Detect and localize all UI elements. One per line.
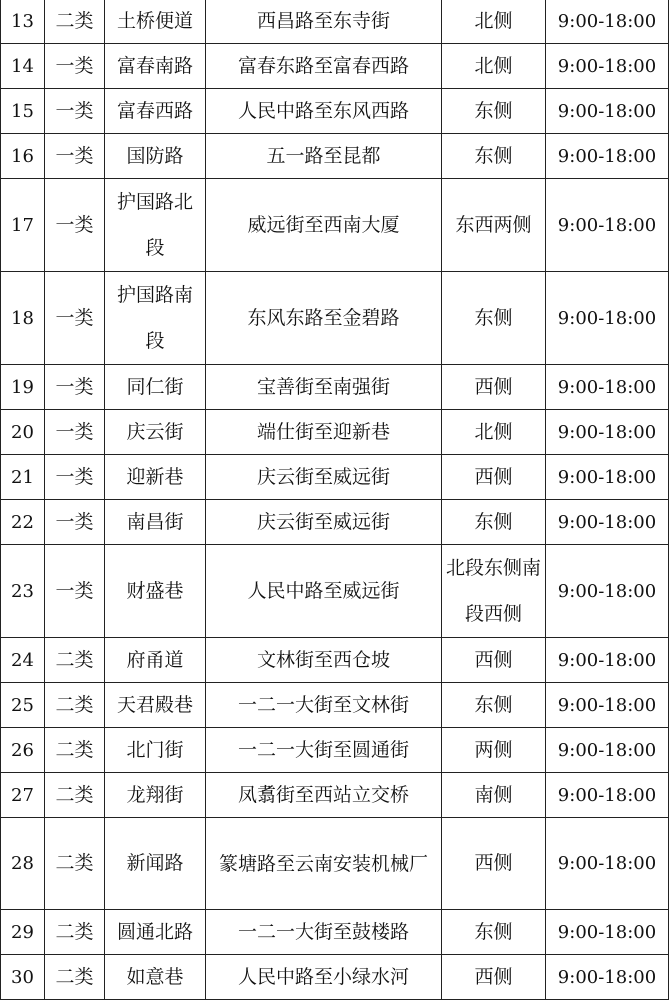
road-class: 一类 [45, 455, 105, 500]
road-name: 富春西路 [105, 89, 206, 134]
time-range: 9:00-18:00 [546, 910, 669, 955]
time-range: 9:00-18:00 [546, 410, 669, 455]
road-name: 国防路 [105, 134, 206, 179]
time-range: 9:00-18:00 [546, 728, 669, 773]
road-name: 龙翔街 [105, 773, 206, 818]
road-section: 一二一大街至文林街 [206, 683, 442, 728]
road-section: 五一路至昆都 [206, 134, 442, 179]
time-range: 9:00-18:00 [546, 179, 669, 272]
road-class: 一类 [45, 134, 105, 179]
road-class: 一类 [45, 500, 105, 545]
road-section: 威远街至西南大厦 [206, 179, 442, 272]
table-row [1, 638, 669, 683]
row-number: 14 [1, 44, 45, 89]
row-number: 17 [1, 179, 45, 272]
road-name: 富春南路 [105, 44, 206, 89]
road-name: 护国路北段 [105, 179, 206, 272]
table-row [1, 910, 669, 955]
road-section: 篆塘路至云南安装机械厂 [206, 818, 442, 910]
table-row [1, 455, 669, 500]
road-class: 二类 [45, 638, 105, 683]
row-number: 18 [1, 272, 45, 365]
row-number: 30 [1, 955, 45, 1000]
road-side: 东侧 [442, 683, 546, 728]
road-name: 护国路南段 [105, 272, 206, 365]
row-number: 22 [1, 500, 45, 545]
table-row [1, 410, 669, 455]
road-class: 一类 [45, 272, 105, 365]
table-row [1, 179, 669, 272]
table-row [1, 500, 669, 545]
road-section: 一二一大街至鼓楼路 [206, 910, 442, 955]
road-side: 北侧 [442, 410, 546, 455]
road-section: 宝善街至南强街 [206, 365, 442, 410]
road-side: 东侧 [442, 500, 546, 545]
road-side: 西侧 [442, 638, 546, 683]
road-side: 两侧 [442, 728, 546, 773]
road-name: 新闻路 [105, 818, 206, 910]
road-name: 土桥便道 [105, 0, 206, 44]
row-number: 27 [1, 773, 45, 818]
road-section: 端仕街至迎新巷 [206, 410, 442, 455]
road-class: 二类 [45, 910, 105, 955]
road-side: 西侧 [442, 818, 546, 910]
road-side: 西侧 [442, 955, 546, 1000]
road-class: 二类 [45, 818, 105, 910]
row-number: 28 [1, 818, 45, 910]
road-class: 一类 [45, 545, 105, 638]
time-range: 9:00-18:00 [546, 455, 669, 500]
road-side: 南侧 [442, 773, 546, 818]
row-number: 13 [1, 0, 45, 44]
row-number: 21 [1, 455, 45, 500]
road-section: 东风东路至金碧路 [206, 272, 442, 365]
time-range: 9:00-18:00 [546, 683, 669, 728]
road-name: 北门街 [105, 728, 206, 773]
road-side: 东侧 [442, 89, 546, 134]
time-range: 9:00-18:00 [546, 89, 669, 134]
row-number: 25 [1, 683, 45, 728]
row-number: 23 [1, 545, 45, 638]
road-class: 一类 [45, 179, 105, 272]
road-section: 人民中路至东风西路 [206, 89, 442, 134]
row-number: 24 [1, 638, 45, 683]
road-class: 一类 [45, 410, 105, 455]
road-section: 人民中路至小绿水河 [206, 955, 442, 1000]
road-section: 富春东路至富春西路 [206, 44, 442, 89]
row-number: 19 [1, 365, 45, 410]
table-row [1, 134, 669, 179]
road-section: 庆云街至威远街 [206, 455, 442, 500]
time-range: 9:00-18:00 [546, 545, 669, 638]
road-name: 府甬道 [105, 638, 206, 683]
row-number: 20 [1, 410, 45, 455]
road-section: 文林街至西仓坡 [206, 638, 442, 683]
road-name: 圆通北路 [105, 910, 206, 955]
road-side: 东侧 [442, 910, 546, 955]
road-class: 二类 [45, 683, 105, 728]
road-section: 庆云街至威远街 [206, 500, 442, 545]
table-row [1, 683, 669, 728]
road-name: 同仁街 [105, 365, 206, 410]
road-side: 东西两侧 [442, 179, 546, 272]
table-row [1, 818, 669, 910]
time-range: 9:00-18:00 [546, 365, 669, 410]
time-range: 9:00-18:00 [546, 818, 669, 910]
table-row [1, 44, 669, 89]
road-class: 二类 [45, 728, 105, 773]
road-side: 西侧 [442, 455, 546, 500]
time-range: 9:00-18:00 [546, 134, 669, 179]
table-row [1, 955, 669, 1000]
time-range: 9:00-18:00 [546, 500, 669, 545]
time-range: 9:00-18:00 [546, 44, 669, 89]
road-name: 如意巷 [105, 955, 206, 1000]
table-row [1, 0, 669, 44]
table-row [1, 89, 669, 134]
table-row [1, 272, 669, 365]
time-range: 9:00-18:00 [546, 638, 669, 683]
road-class: 一类 [45, 365, 105, 410]
road-section: 一二一大街至圆通街 [206, 728, 442, 773]
road-class: 一类 [45, 89, 105, 134]
row-number: 15 [1, 89, 45, 134]
road-name: 天君殿巷 [105, 683, 206, 728]
road-section: 凤翥街至西站立交桥 [206, 773, 442, 818]
time-range: 9:00-18:00 [546, 272, 669, 365]
table-row [1, 545, 669, 638]
road-side: 东侧 [442, 272, 546, 365]
road-name: 财盛巷 [105, 545, 206, 638]
time-range: 9:00-18:00 [546, 773, 669, 818]
row-number: 26 [1, 728, 45, 773]
time-range: 9:00-18:00 [546, 955, 669, 1000]
row-number: 16 [1, 134, 45, 179]
road-name: 南昌街 [105, 500, 206, 545]
table-row [1, 773, 669, 818]
table-row [1, 728, 669, 773]
row-number: 29 [1, 910, 45, 955]
road-class: 二类 [45, 955, 105, 1000]
road-name: 迎新巷 [105, 455, 206, 500]
road-side: 西侧 [442, 365, 546, 410]
road-section: 人民中路至威远街 [206, 545, 442, 638]
road-side: 北侧 [442, 44, 546, 89]
road-class: 二类 [45, 0, 105, 44]
road-class: 一类 [45, 44, 105, 89]
table-body [1, 0, 669, 1000]
road-side: 东侧 [442, 134, 546, 179]
road-class: 二类 [45, 773, 105, 818]
road-side: 北段东侧南段西侧 [442, 545, 546, 638]
road-name: 庆云街 [105, 410, 206, 455]
time-range: 9:00-18:00 [546, 0, 669, 44]
table-row [1, 365, 669, 410]
road-side: 北侧 [442, 0, 546, 44]
road-section: 西昌路至东寺街 [206, 0, 442, 44]
